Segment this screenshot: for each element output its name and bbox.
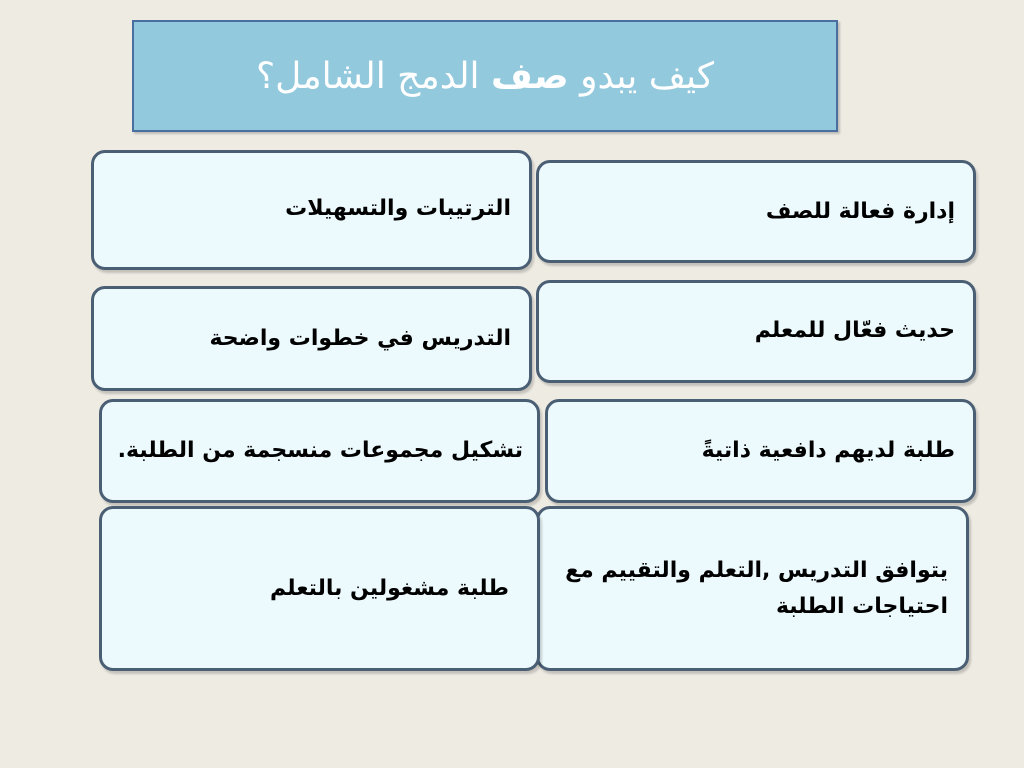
card-aligned-teaching-assessment [536,506,969,671]
card-effective-teacher-talk [536,280,976,383]
card-effective-classroom-management [536,160,976,263]
card-text: إدارة فعالة للصف [765,198,955,224]
card-text: يتوافق التدريس ,التعلم والتقييم مع احتياجات الطلبة [565,557,948,619]
card-engaged-students [99,506,540,671]
card-homogeneous-groups [99,399,540,503]
card-self-motivated-students [545,399,976,503]
slide-title [256,56,714,97]
card-text: طلبة لديهم دافعية ذاتيةً [701,438,955,463]
slide-title-box [132,20,838,132]
title-part-2: الدمج الشامل؟ [256,55,491,97]
card-text: طلبة مشغولين بالتعلم [269,575,509,601]
card-text: حديث فعّال للمعلم [754,318,955,343]
card-arrangements-accommodations [91,150,532,270]
card-text: تشكيل مجموعات منسجمة من الطلبة. [117,438,523,463]
title-part-1: كيف يبدو [568,55,714,97]
title-emphasis: صف [491,55,569,97]
card-text: الترتيبات والتسهيلات [285,196,511,221]
card-text: التدريس في خطوات واضحة [209,325,511,351]
card-teaching-clear-steps [91,286,532,391]
